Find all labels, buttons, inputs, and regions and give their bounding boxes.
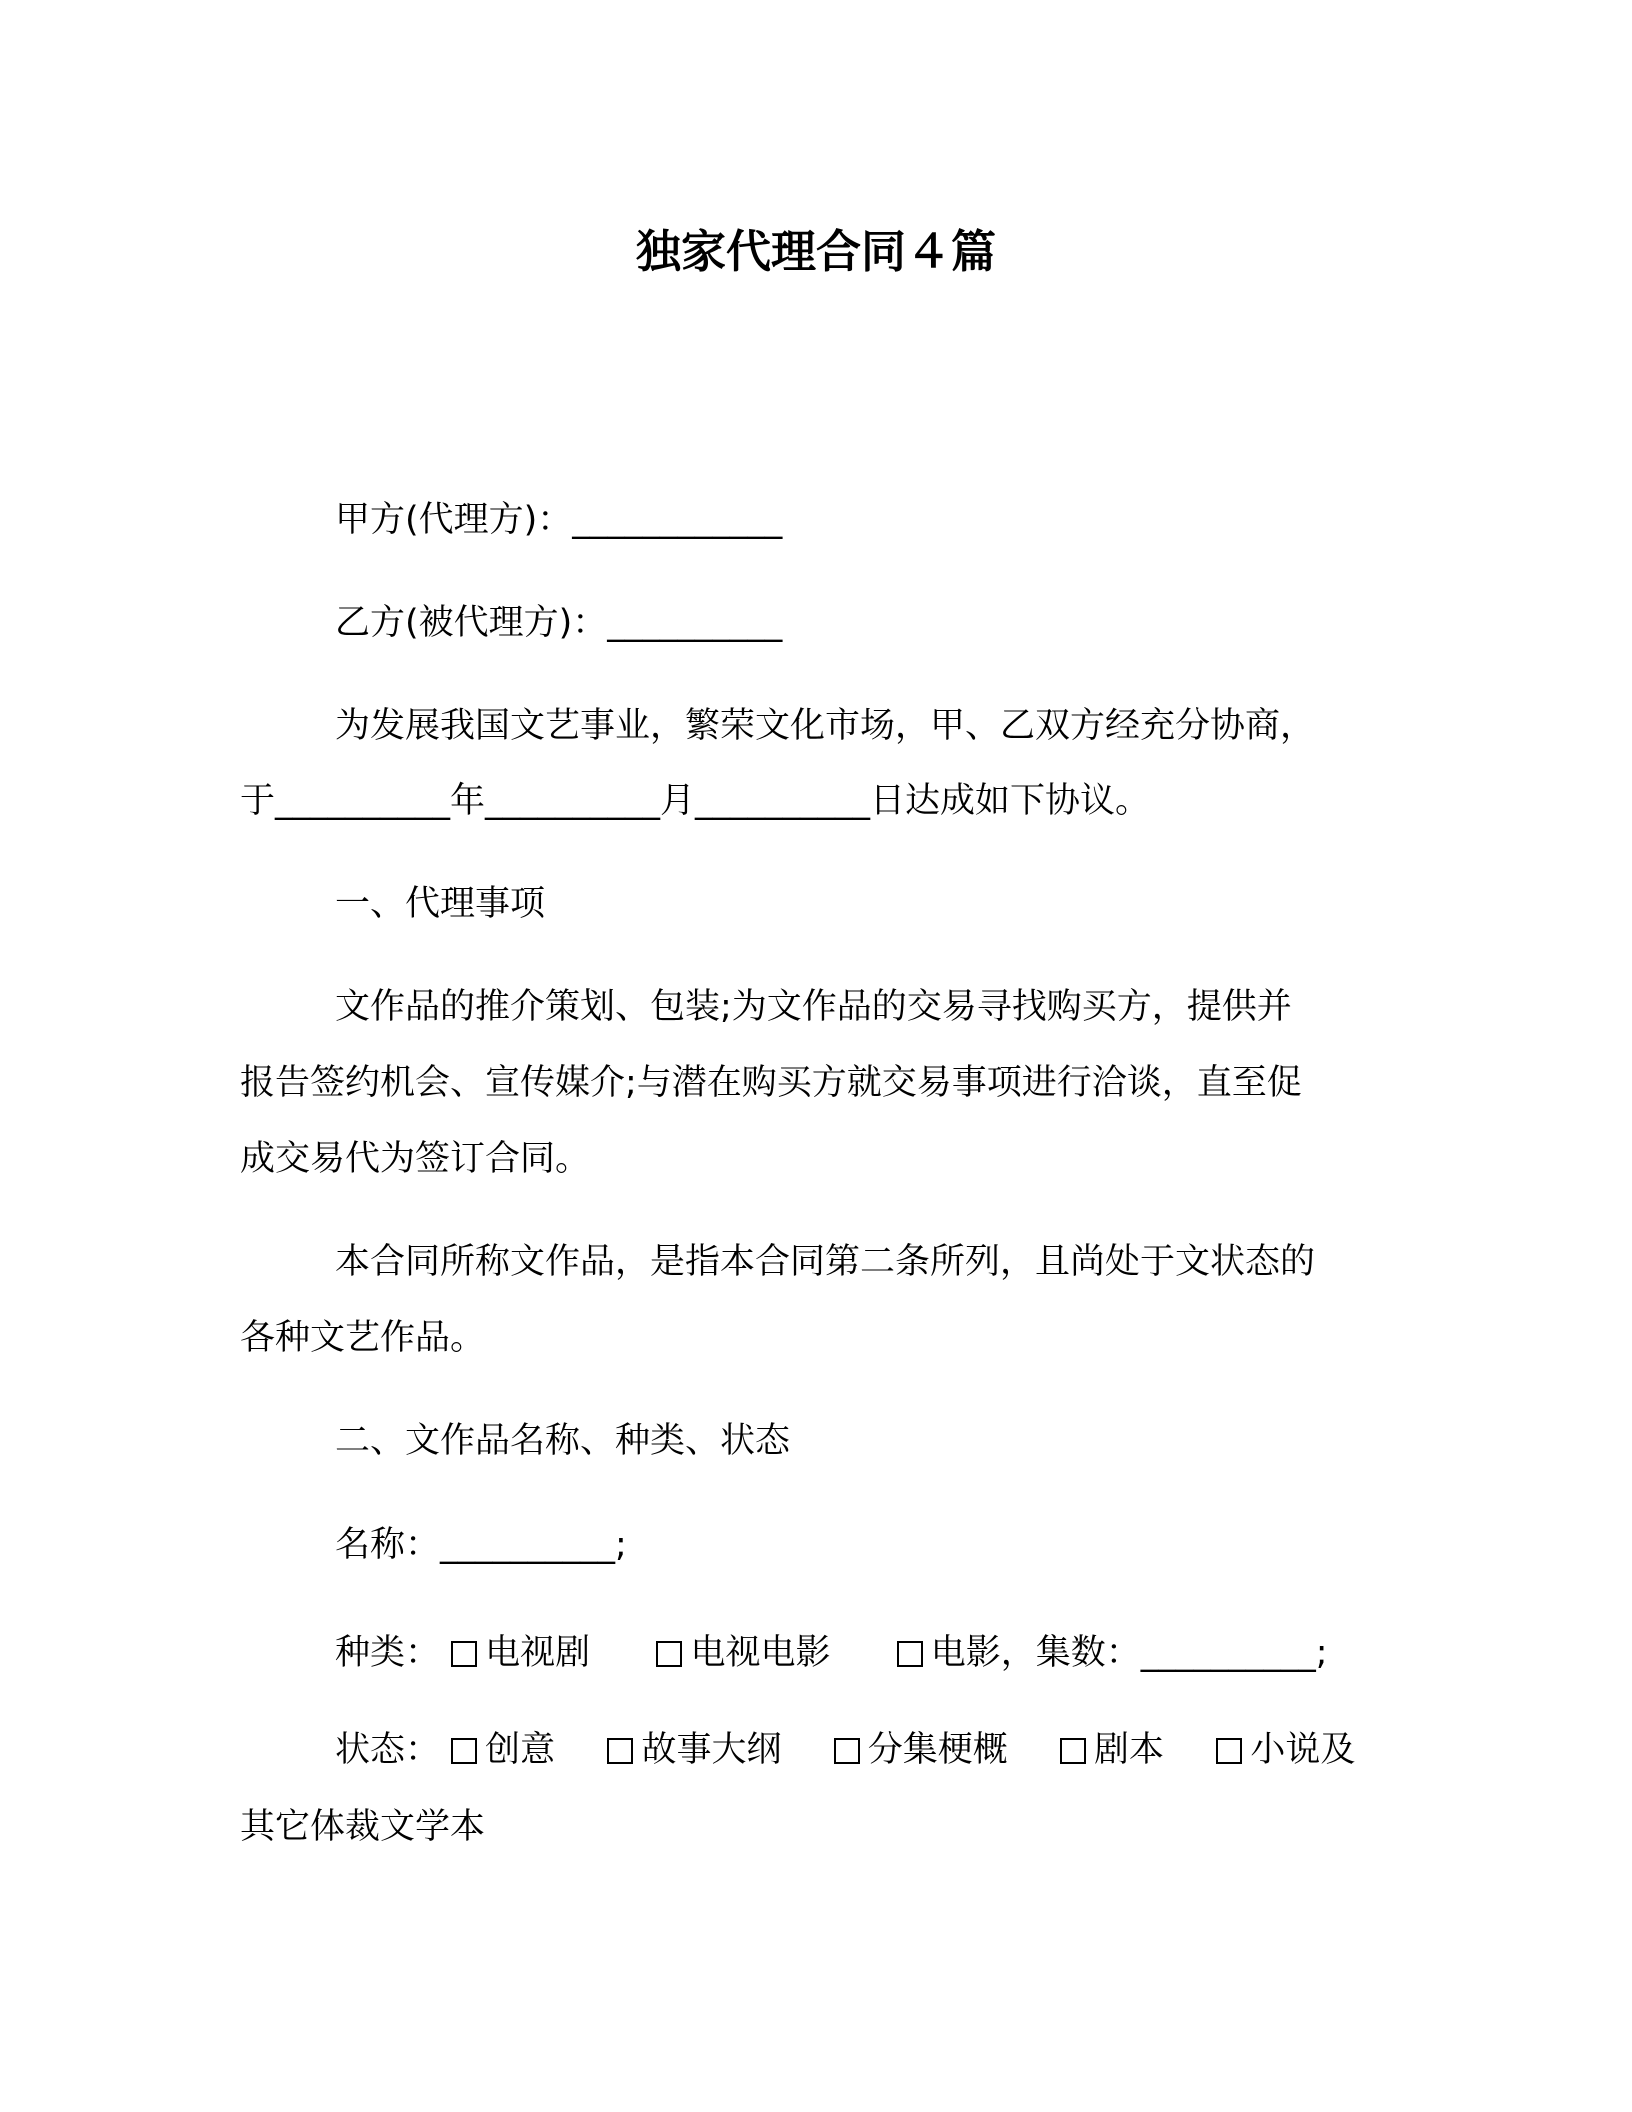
document-title: 独家代理合同４篇 (635, 225, 996, 278)
checkbox-outline[interactable] (607, 1738, 633, 1764)
type-line (335, 1628, 1328, 1678)
intro-line-2: 于__________年__________月__________日达成如下协议。 (240, 781, 1151, 821)
section-1-paragraph-1-line-2: 报告签约机会、宣传媒介;与潜在购买方就交易事项进行洽谈，直至促 (240, 1063, 1302, 1103)
state-line (335, 1725, 1355, 1775)
section-1-paragraph-1-line-1: 文作品的推介策划、包装;为文作品的交易寻找购买方，提供并 (335, 987, 1292, 1027)
checkbox-episode-synopsis[interactable] (834, 1738, 860, 1764)
intro-line-1: 为发展我国文艺事业，繁荣文化市场，甲、乙双方经充分协商， (335, 706, 1316, 746)
state-line-2: 其它体裁文学本 (240, 1807, 486, 1847)
party-b-line: 乙方(被代理方)：__________ (335, 603, 783, 643)
name-line: 名称：__________; (335, 1525, 627, 1565)
state-option-outline: 故事大纲 (641, 1730, 782, 1770)
checkbox-idea[interactable] (451, 1738, 477, 1764)
state-label: 状态： (335, 1730, 441, 1770)
section-1-paragraph-1-line-3: 成交易代为签订合同。 (240, 1139, 591, 1179)
section-1-paragraph-2-line-2: 各种文艺作品。 (240, 1318, 486, 1358)
type-option-movie: 电影，集数：__________; (930, 1633, 1328, 1673)
checkbox-script[interactable] (1060, 1738, 1086, 1764)
type-option-tv-series: 电视剧 (485, 1633, 591, 1673)
state-option-novel: 小说及 (1250, 1730, 1356, 1770)
section-1-paragraph-2-line-1: 本合同所称文作品，是指本合同第二条所列，且尚处于文状态的 (335, 1242, 1316, 1282)
checkbox-novel[interactable] (1216, 1738, 1242, 1764)
checkbox-tv-series[interactable] (451, 1641, 477, 1667)
section-2-heading: 二、文作品名称、种类、状态 (335, 1421, 791, 1461)
section-1-heading: 一、代理事项 (335, 884, 546, 924)
checkbox-tv-movie[interactable] (656, 1641, 682, 1667)
type-option-tv-movie: 电视电影 (690, 1633, 831, 1673)
state-option-idea: 创意 (485, 1730, 556, 1770)
checkbox-movie[interactable] (897, 1641, 923, 1667)
party-a-line: 甲方(代理方)：____________ (335, 500, 783, 540)
state-option-script: 剧本 (1094, 1730, 1165, 1770)
type-label: 种类： (335, 1633, 441, 1673)
state-option-episode-synopsis: 分集梗概 (867, 1730, 1008, 1770)
